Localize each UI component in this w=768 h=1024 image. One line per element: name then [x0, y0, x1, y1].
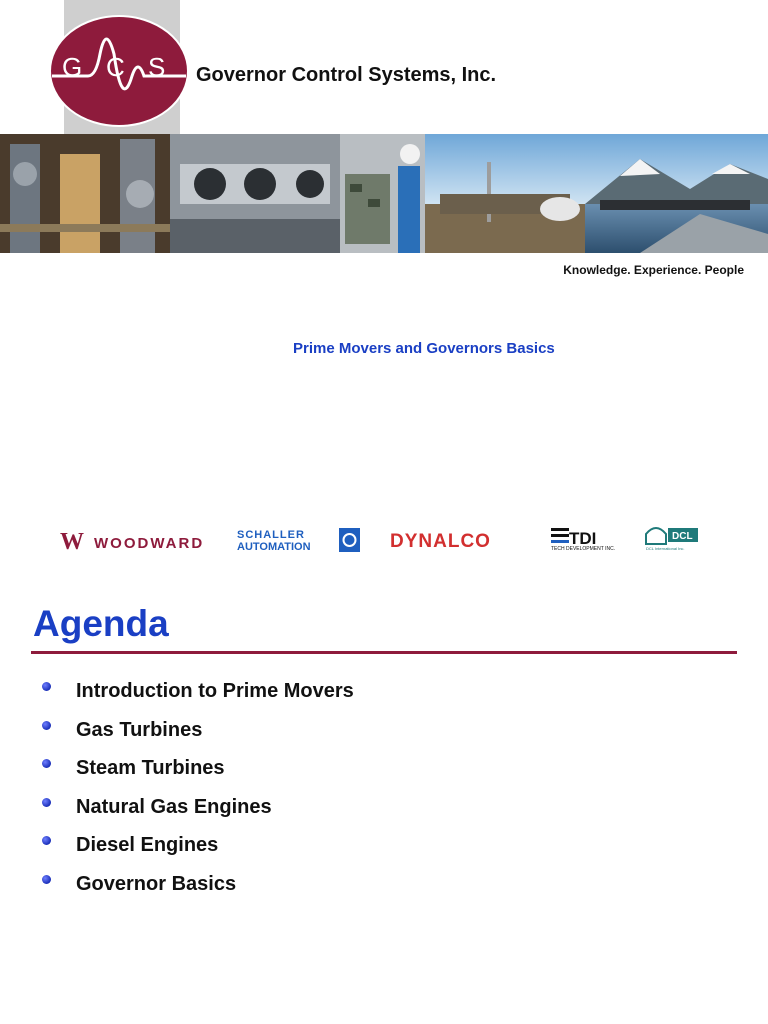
agenda-title: Agenda	[33, 603, 169, 644]
bullet-icon	[42, 721, 51, 730]
dcl-wordmark: DCL	[672, 531, 693, 542]
tagline: Knowledge. Experience. People	[563, 263, 744, 277]
agenda-item-text: Natural Gas Engines	[76, 795, 272, 818]
agenda-item-text: Introduction to Prime Movers	[76, 680, 354, 702]
agenda-item	[40, 715, 354, 754]
agenda-item	[40, 830, 354, 869]
woodward-logo	[60, 529, 204, 555]
agenda-item-text: Steam Turbines	[76, 757, 225, 779]
gcs-logo	[48, 14, 190, 128]
bullet-icon	[42, 682, 51, 691]
logo-letter-g: G	[62, 52, 83, 82]
header	[0, 0, 768, 134]
schaller-line1: SCHALLER	[237, 529, 305, 541]
bullet-icon	[42, 875, 51, 884]
logo-letter-c: C	[106, 52, 125, 82]
partner-logos	[0, 518, 768, 564]
agenda-item	[40, 792, 354, 831]
agenda-item	[40, 676, 354, 715]
schaller-automation-logo	[237, 528, 360, 553]
logo-letter-s: S	[148, 52, 166, 82]
agenda-item-text: Governor Basics	[76, 872, 237, 895]
bullet-icon	[42, 836, 51, 845]
dynalco-logo: DYNALCO	[390, 531, 491, 552]
agenda-item-text: Gas Turbines	[76, 718, 203, 741]
bullet-icon	[42, 759, 51, 768]
agenda-item-text: Diesel Engines	[76, 834, 219, 856]
svg-text:W: W	[60, 529, 84, 555]
agenda-item	[40, 869, 354, 908]
tdi-subtext: TECH DEVELOPMENT INC.	[551, 546, 616, 552]
schaller-line2: AUTOMATION	[237, 541, 311, 553]
bullet-icon	[42, 798, 51, 807]
company-name: Governor Control Systems, Inc.	[196, 64, 497, 86]
woodward-wordmark: WOODWARD	[94, 535, 205, 552]
agenda-item	[40, 753, 354, 792]
tdi-logo	[551, 528, 615, 552]
presentation-subtitle: Prime Movers and Governors Basics	[293, 340, 555, 357]
tdi-wordmark: TDI	[569, 529, 597, 548]
dcl-logo	[646, 528, 698, 551]
agenda-divider	[31, 651, 737, 654]
dcl-subtext: DCL International Inc.	[646, 546, 685, 551]
industrial-photo-banner	[0, 134, 768, 253]
agenda-list	[40, 676, 354, 907]
